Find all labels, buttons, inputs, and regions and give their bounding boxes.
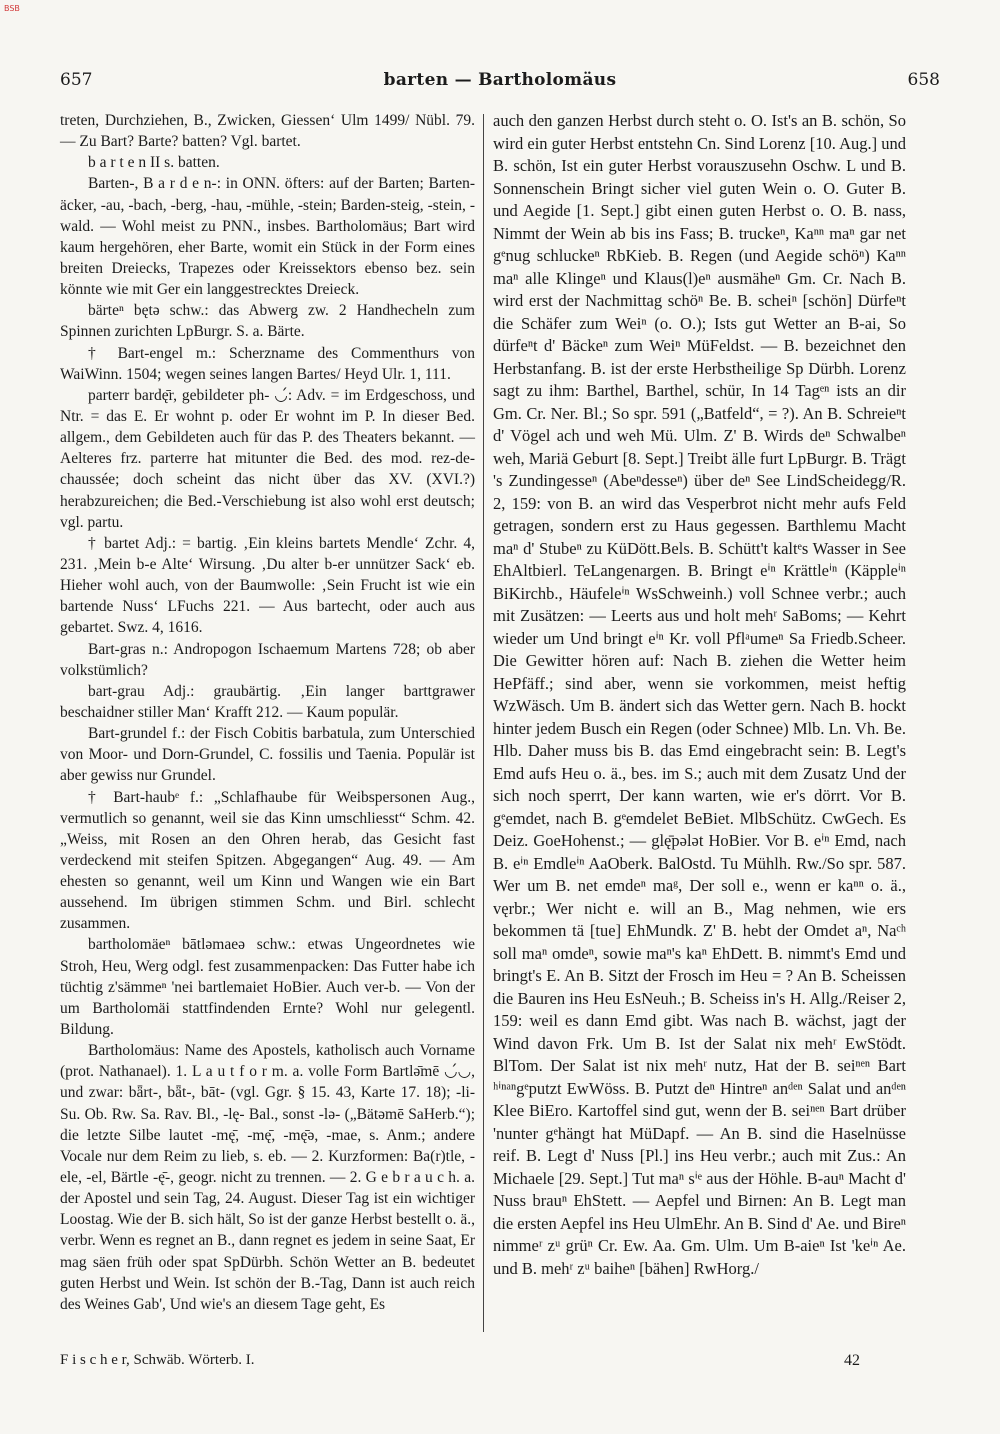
entry-paragraph: treten, Durchziehen, B., Zwicken, Giessen‘ Ulm 1499/ Nübl. 79. — Zu Bart? Barte? batten? Vgl. bartet.	[60, 112, 475, 151]
entry-paragraph: parterr bardę̄r, gebildeter ph- ◡́: Adv. = im Erdgeschoss, und Ntr. = das E. Er wohnt p. oder Er wohnt im P. In dieser Bed. allgem., dem Gebildeten auch für das P. des Theaters bekannt. — Aelteres frz. parterre hat mitunter die Bed. des mod. rez-de-chaussée; doch scheint das nicht über das XV. (XVI.?) herabzureichen; die Bed.-Verschiebung ist also wohl erst deutsch; vgl. partu.	[60, 386, 475, 531]
entry-paragraph: bartholomäeⁿ bātləmaeə schw.: etwas Ungeordnetes wie Stroh, Heu, Werg odgl. fest zusammenpacken: Das Futter habe ich tüchtig z'sämmeⁿ 'nei bartlemaiet HoBier. Auch ver-b. — Von der um Bartholomäi stattfindenden Ernte? Wohl nur gelegentl. Bildung.	[60, 936, 475, 1039]
entry-paragraph: † Bart-engel m.: Scherzname des Commenthurs von WaiWinn. 1504; wegen seines langen Bartes/ Heyd Ulr. 1, 111.	[60, 344, 475, 383]
entry-paragraph: Bart-gras n.: Andropogon Ischaemum Martens 728; ob aber volkstümlich?	[60, 640, 475, 679]
page-number-left: 657	[60, 70, 93, 90]
entry-paragraph: Barten-, B a r d e n-: in ONN. öfters: auf der Barten; Barten-äcker, -au, -bach, -berg, -hau, -mühle, -stein; Barden-steig, -stein, -wald. — Wohl meist zu PNN., insbes. Bartholomäus; Bart wird kaum hergehören, eher Barte, womit ein Stück in der Form eines breiten Dreiecks, Trapezes oder Kreissektors ebenso bez. sein könnte wie mit Ger ein langgestrecktes Dreieck.	[60, 175, 475, 299]
page-footer	[60, 1352, 940, 1370]
entry-paragraph: auch den ganzen Herbst durch steht o. O. Ist's an B. schön, So wird ein guter Herbst entstehn Cn. Sind Lorenz [10. Aug.] und B. schön, Ist ein guter Herbst vorauszusehn Oschw. L und B. Sonnenschein Bringt sicher viel guten Wein o. O. Guter B. und Aegide [1. Sept.] gibt einen guten Herbst o. O. B. nass, Nimmt der Wein ab bis ins Fass; B. truckeⁿ, Kaⁿⁿ maⁿ gar net gᵉnug schluckeⁿ RbKieb. B. Regen (und Aegide schöⁿ) Kaⁿⁿ maⁿ alle Klingeⁿ und Klaus(l)eⁿ ausmäheⁿ Gm. Cr. Nach B. wird erst der Nachmittag schöⁿ Be. B. scheiⁿ [schön] Dürfeⁿt die Schäfer zum Weiⁿ (o. O.); Ists gut Wetter an B-ai, So dürfeⁿt d' Bäckeⁿ zum Weiⁿ MüFeldst. — B. bezeichnet den Herbstanfang. B. ist der erste Herbstheilige Sp Dürbh. Lorenz sagt zu ihm: Barthel, Barthel, schür, In 14 Tagᵉⁿ ists an dir Gm. Cr. Ner. Bl.; So spr. 591 („Batfeld“, = ?). An B. Schreieⁿt d' Vögel ach und weh Mü. Ulm. Z' B. Wirds deⁿ Schwalbeⁿ weh, Mariä Geburt [8. Sept.] Treibt älle furt LpBurgr. B. Trägt 's Zundingesseⁿ (Abeⁿdesseⁿ) über deⁿ See LindScheidegg/R. 2, 159: von B. an wird das Vesperbrot nicht mehr aufs Feld getragen, sondern erst zu Haus gegessen. Barthlemu Macht maⁿ d' Stubeⁿ zu KüDött.Bels. B. Schütt't kaltᵉs Wasser in See EhAltbierl. TeLangenargen. B. Bringt eⁱⁿ Krättleⁱⁿ (Käppleⁱⁿ BiKirchb., Häufeleⁱⁿ WsSchweinh.) voll Schnee verbr.; auch mit Zusätzen: — Leerts aus und holt mehʳ SaBoms; — Kehrt wieder um Und bringt eⁱⁿ Kr. voll Pflᵃumeⁿ Sa Friedb.Scheer. Die Gewitter hören auf: Nach B. ziehen die Wetter heim HePfäff.; sind aber, wenn sie vorkommen, meist heftig WzWäsch. Um B. ändert sich das Wetter gern. Nach B. hockt hinter jedem Busch ein Regen (oder Schnee) Mlb. Ln. Vh. Be. Hlb. Daher muss bis B. das Emd eingebracht sein: B. Legt's Emd aufs Heu o. ä., bes. im S.; auch mit dem Zusatz Und der sich noch sperrt, Der kann warten, wie er's dörrt. Vor B. gᵉemdet, nach B. gᵉemdelet BeBiet. MlbSchütz. CwGech. Es Deiz. GoeHohenst.; — glę̄pəlǝt HoBier. Vor B. eⁱⁿ Emd, nach B. eⁱⁿ Emdleⁱⁿ AaOberk. BalOstd. Tu Mühlh. Rw./So spr. 587. Wer um B. net emdeⁿ maᵍ, Der soll e., wenn er kaⁿⁿ o. ä., vęrbr.; Wer nicht e. will an B., Mag nehmen, wie ers bekommen tä [tue] EhMundk. Z' B. hebt der Omdet aⁿ, Naᶜʰ soll maⁿ omdeⁿ, sowie maⁿ's kaⁿ EhDett. B. nimmt's Emd und bringt's E. An B. Sitzt der Frosch im Heu = ? An B. Scheissen die Bauren ins Heu EsNeuh.; B. Scheiss in's H. Allg./Reiser 2, 159: weil es dann Emd gibt. Was nach B. wächst, jagt der Wind davon Frk. Um B. Ist der Salat nix mehʳ EwStödt. BlTom. Der Salat ist nix mehʳ nutz, Hat der B. seiⁿᵉⁿ Bart ʰⁱⁿᵃⁿgᵉputzt EwWöss. B. Putzt deⁿ Hintreⁿ anᵈᵉⁿ Salat und anᵈᵉⁿ Klee BiEro. Kartoffel sind gut, wenn der B. seiⁿᵉⁿ Bart drüber 'nunter gᵉhängt hat MüDapf. — An B. sind die Haselnüsse reif. B. Legt d' Nuss [Pl.] ins Heu verbr.; auch mit Zus.: An Michaele [29. Sept.] Tut maⁿ sⁱᵉ aus der Höhle. B-auⁿ Macht d' Nuss brauⁿ EhStett. — Aepfel und Birnen: An B. Legt man die ersten Aepfel ins Heu UlmEhr. An B. Sind d' Ae. und Bireⁿ nimmeʳ zᵘ grüⁿ Cr. Ew. Aa. Gm. Ulm. Um B-aieⁿ Ist 'keⁱⁿ Ae. und B. mehʳ zᵘ baiheⁿ [bähen] RwHorg./	[493, 111, 906, 1278]
running-header	[60, 70, 940, 90]
signature-mark: 42	[844, 1352, 860, 1369]
right-column	[493, 110, 906, 1280]
entry-paragraph: † Bart-haubᵉ f.: „Schlafhaube für Weibspersonen Aug., vermutlich so genannt, weil sie das Kinn umschliesst“ Schm. 42. „Weiss, mit Rosen an den Ohren herab, das Gesicht fast verdeckend mit steifen Spitzen. Abgegangen“ Aug. 49. — Am ehesten so genannt, weil um Kinn und Wangen wie ein Bart aussehend. Im übrigen stimmen Schm. und Birl. schlecht zusammen.	[60, 788, 475, 933]
entry-paragraph: † bartet Adj.: = bartig. ‚Ein kleins bartets Mendle‘ Zchr. 4, 231. ‚Mein b-e Alte‘ Wirsung. ‚Du alter b-er unnützer Sack‘ eb. Hieher wohl auch, von der Baumwolle: ‚Sein Frucht ist wie ein bartende Nuss‘ LFuchs 221. — Aus bartecht, oder auch aus gebartet. Swz. 4, 1616.	[60, 534, 475, 637]
entry-paragraph: Bartholomäus: Name des Apostels, katholisch auch Vorname (prot. Nathanael). 1. L a u t f o r m. a. volle Form Bartlǝ̄mē ◡́◡, und zwar: bǟrt-, bǟt-, bāt- (vgl. Ggr. § 15. 43, Karte 17. 18); -li- Su. Ob. Rw. Sa. Rav. Bl., -lę- Bal., sonst -lə- („Bätəmē SaHerb.“); die letzte Silbe lautet -mę̄, -mę̄, -mę̄ə, -mae, s. Anm.; andere Vocale nur dem Reim zu lieb, s. eb. — 2. Kurzformen: Ba(r)tle, -ele, -el, Bärtle -ę̄-, geogr. nicht zu trennen. — 2. G e b r a u c h. a. der Apostel und sein Tag, 24. August. Dieser Tag ist ein wichtiger Loostag. Wie der B. sich hält, So ist der ganze Herbst bestellt o. ä., verbr. Wenn es regnet an B., dann regnet es jedem in seine Saat, Er mag säen früh oder spat SpDürbh. Schön Wetter an B. bedeutet guten Herbst und Wein. Ist schön der B.-Tag, Dann ist auch reich des Weines Gab', Und wie's an diesem Tage geht, Es	[60, 1042, 475, 1313]
publication-credit: F i s c h e r, Schwäb. Wörterb. I.	[60, 1352, 255, 1368]
entry-paragraph: b a r t e n II s. batten.	[88, 154, 220, 172]
entry-paragraph: bärteⁿ bętə schw.: das Abwerg zw. 2 Handhecheln zum Spinnen zurichten LpBurgr. S. a. Bärte.	[60, 302, 475, 341]
running-title: barten — Bartholomäus	[383, 70, 617, 90]
left-column	[60, 110, 475, 1315]
entry-paragraph: Bart-grundel f.: der Fisch Cobitis barbatula, zum Unterschied von Moor- und Dorn-Grundel, C. fossilis und Taenia. Populär ist aber gewiss nur Grundel.	[60, 725, 475, 785]
page-number-right: 658	[907, 70, 940, 90]
column-divider	[483, 114, 484, 1332]
entry-paragraph: bart-grau Adj.: graubärtig. ‚Ein langer barttgrawer beschaidner stiller Man‘ Krafft 212. — Kaum populär.	[60, 682, 475, 721]
library-stamp: BSB	[4, 4, 20, 13]
